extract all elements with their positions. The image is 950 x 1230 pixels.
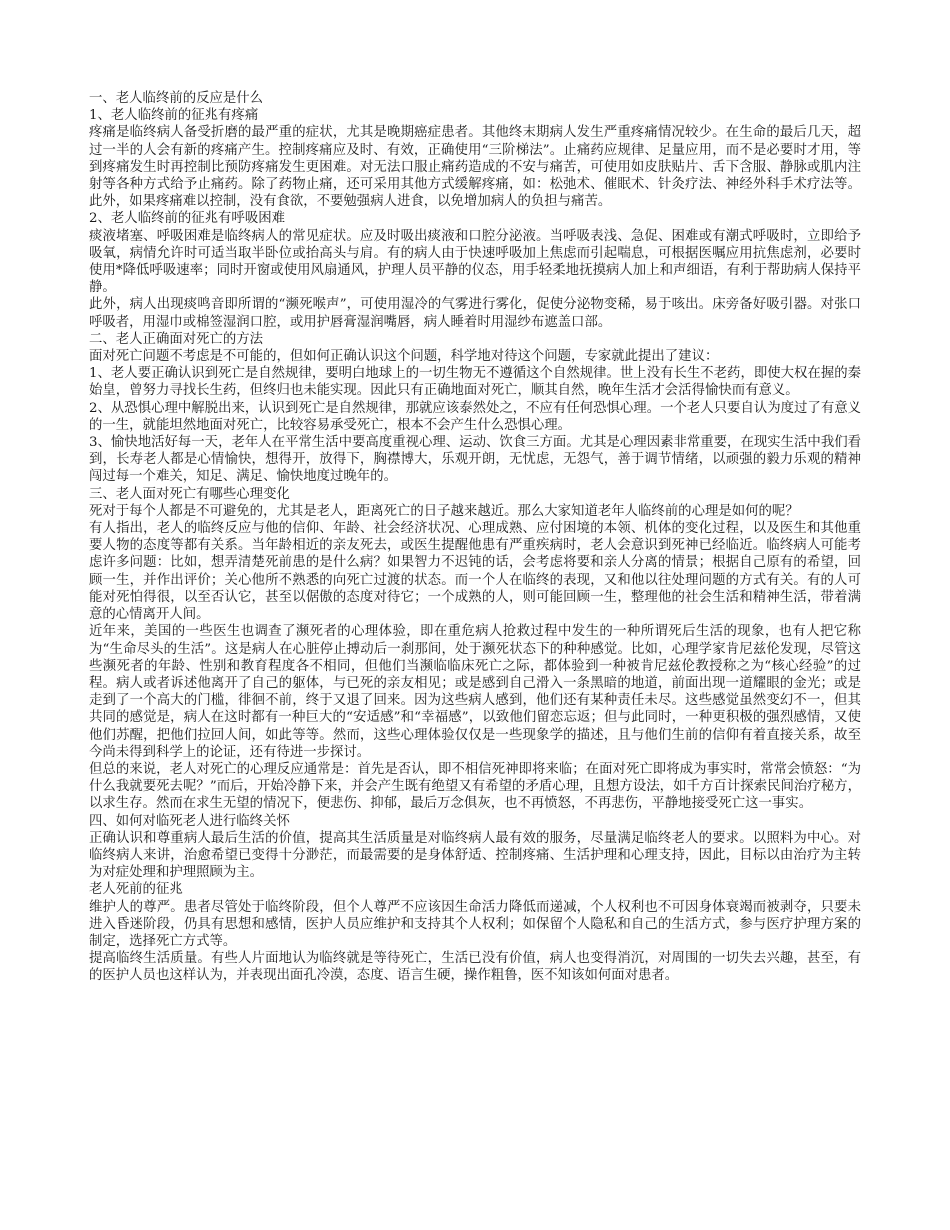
paragraph: 有人指出，老人的临终反应与他的信仰、年龄、社会经济状况、心理成熟、应付困境的本领、机体的变化过程，以及医生和其他重要人物的态度等都有关系。当年龄相近的亲友死去，或医生提醒他患有严重疾病时，老人会意识到死神已经临近。临终病人可能考虑许多问题：比如，想弄清楚死前患的是什么病？如果智力不迟钝的话，会考虑将要和亲人分离的情景；根据自己原有的希望，回顾一生，并作出评价；关心他所不熟悉的向死亡过渡的状态。而一个人在临终的表现，又和他以往处理问题的方式有关。有的人可能对死怕得很，以至否认它，甚至以倨傲的态度对待它；一个成熟的人，则可能回顾一生，整理他的社会生活和精神生活，带着满意的心情离开人间。 [89, 521, 861, 623]
paragraph: 但总的来说，老人对死亡的心理反应通常是：首先是否认，即不相信死神即将来临；在面对死亡即将成为事实时，常常会愤怒：“为什么我就要死去呢？”而后，开始冷静下来，并会产生既有绝望又有希望的矛盾心理，且想方设法，如千方百计探索民间治疗秘方，以求生存。然而在求生无望的情况下，便悲伤、抑郁，最后万念俱灰，也不再愤怒，不再悲伤，平静地接受死亡这一事实。 [89, 761, 861, 812]
subsection-heading: 1、老人临终前的征兆有疼痛 [89, 108, 259, 124]
section-heading: 三、老人面对死亡有哪些心理变化 [89, 486, 290, 502]
document-body [89, 90, 861, 985]
section-heading: 四、如何对临死老人进行临终关怀 [89, 813, 290, 829]
paragraph: 提高临终生活质量。有些人片面地认为临终就是等待死亡，生活已没有价值，病人也变得消沉，对周围的一切失去兴趣，甚至，有的医护人员也这样认为，并表现出面孔冷漠，态度、语言生硬，操作粗鲁，医不知该如何面对患者。 [89, 951, 861, 984]
paragraph: 此外，病人出现痰鸣音即所谓的“濒死喉声”，可使用湿冷的气雾进行雾化，促使分泌物变稀，易于咳出。床旁备好吸引器。对张口呼吸者，用湿巾或棉签湿润口腔，或用护唇膏湿润嘴唇，病人睡着时用湿纱布遮盖口部。 [89, 297, 861, 330]
paragraph: 正确认识和尊重病人最后生活的价值，提高其生活质量是对临终病人最有效的服务，尽量满足临终老人的要求。以照料为中心。对临终病人来讲，治愈希望已变得十分渺茫，而最需要的是身体舒适、控制疼痛、生活护理和心理支持，因此，目标以由治疗为主转为对症处理和护理照顾为主。 [89, 830, 861, 881]
paragraph: 痰液堵塞、呼吸困难是临终病人的常见症状。应及时吸出痰液和口腔分泌液。当呼吸表浅、急促、困难或有潮式呼吸时，立即给予吸氧，病情允许时可适当取半卧位或抬高头与肩。有的病人由于快速呼吸加上焦虑而引起喘息，可根据医嘱应用抗焦虑剂，必要时使用*降低呼吸速率；同时开窗或使用风扇通风，护理人员平静的仪态，用手轻柔地抚摸病人加上和声细语，有利于帮助病人保持平静。 [89, 228, 861, 296]
paragraph: 面对死亡问题不考虑是不可能的，但如何正确认识这个问题，科学地对待这个问题，专家就此提出了建议： [89, 349, 719, 365]
section-heading: 二、老人正确面对死亡的方法 [89, 331, 264, 347]
subsection-heading: 2、老人临终前的征兆有呼吸困难 [89, 211, 285, 227]
subsection-heading: 老人死前的征兆 [89, 882, 183, 898]
paragraph: 近年来，美国的一些医生也调查了濒死者的心理体验，即在重危病人抢救过程中发生的一种所谓死后生活的现象，也有人把它称为“生命尽头的生活”。这是病人在心脏停止搏动后一刹那间，处于濒死状态下的种种感觉。比如，心理学家肯尼兹伦发现，尽管这些濒死者的年龄、性别和教育程度各不相同，但他们当濒临临床死亡之际，都体验到一种被肯尼兹伦教授称之为“核心经验”的过程。病人或者诉述他离开了自己的躯体，与已死的亲友相见；或是感到自己滑入一条黑暗的地道，前面出现一道耀眼的金光；或是走到了一个高大的门槛，徘徊不前，终于又退了回来。因为这些病人感到，他们还有某种责任未尽。这些感觉虽然变幻不一，但其共同的感觉是，病人在这时都有一种巨大的“安适感”和“幸福感”，以致他们留恋忘返；但与此同时，一种更积极的强烈感情，又使他们苏醒，把他们拉回人间，如此等等。然而，这些心理体验仅仅是一些现象学的描述，且与他们生前的信仰有着直接关系，故至今尚未得到科学上的论证，还有待进一步探讨。 [89, 624, 861, 760]
paragraph: 疼痛是临终病人备受折磨的最严重的症状，尤其是晚期癌症患者。其他终末期病人发生严重疼痛情况较少。在生命的最后几天，超过一半的人会有新的疼痛产生。控制疼痛应及时、有效，正确使用“三阶梯法”。止痛药应规律、足量应用，而不是必要时才用，等到疼痛发生时再控制比预防疼痛发生更困难。对无法口服止痛药造成的不安与痛苦，可使用如皮肤贴片、舌下含服、静脉或肌内注射等各种方式给予止痛药。除了药物止痛，还可采用其他方式缓解疼痛，如：松弛术、催眠术、针灸疗法、神经外科手术疗法等。此外，如果疼痛难以控制，没有食欲，不要勉强病人进食，以免增加病人的负担与痛苦。 [89, 125, 861, 210]
paragraph: 1、老人要正确认识到死亡是自然规律，要明白地球上的一切生物无不遵循这个自然规律。世上没有长生不老药，即使大权在握的秦始皇，曾努力寻找长生药，但终归也未能实现。因此只有正确地面对死亡，顺其自然，晚年生活才会活得愉快而有意义。 [89, 366, 861, 399]
paragraph: 死对于每个人都是不可避免的，尤其是老人，距离死亡的日子越来越近。那么大家知道老年人临终前的心理是如何的呢？ [89, 503, 799, 519]
paragraph: 3、愉快地活好每一天，老年人在平常生活中要高度重视心理、运动、饮食三方面。尤其是心理因素非常重要，在现实生活中我们看到，长寿老人都是心情愉快，想得开，放得下，胸襟博大，乐观开朗，无忧虑，无怨气，善于调节情绪，以顽强的毅力乐观的精神闯过每一个难关，知足、满足、愉快地度过晚年的。 [89, 435, 861, 485]
section-heading: 一、老人临终前的反应是什么 [89, 91, 264, 106]
paragraph: 维护人的尊严。患者尽管处于临终阶段，但个人尊严不应该因生命活力降低而递减，个人权利也不可因身体衰竭而被剥夺，只要未进入昏迷阶段，仍具有思想和感情，医护人员应维护和支持其个人权利；如保留个人隐私和自己的生活方式，参与医疗护理方案的制定，选择死亡方式等。 [89, 899, 861, 949]
paragraph: 2、从恐惧心理中解脱出来，认识到死亡是自然规律，那就应该泰然处之，不应有任何恐惧心理。一个老人只要自认为度过了有意义的一生，就能坦然地面对死亡，比较容易承受死亡，根本不会产生什么恐惧心理。 [89, 400, 861, 433]
